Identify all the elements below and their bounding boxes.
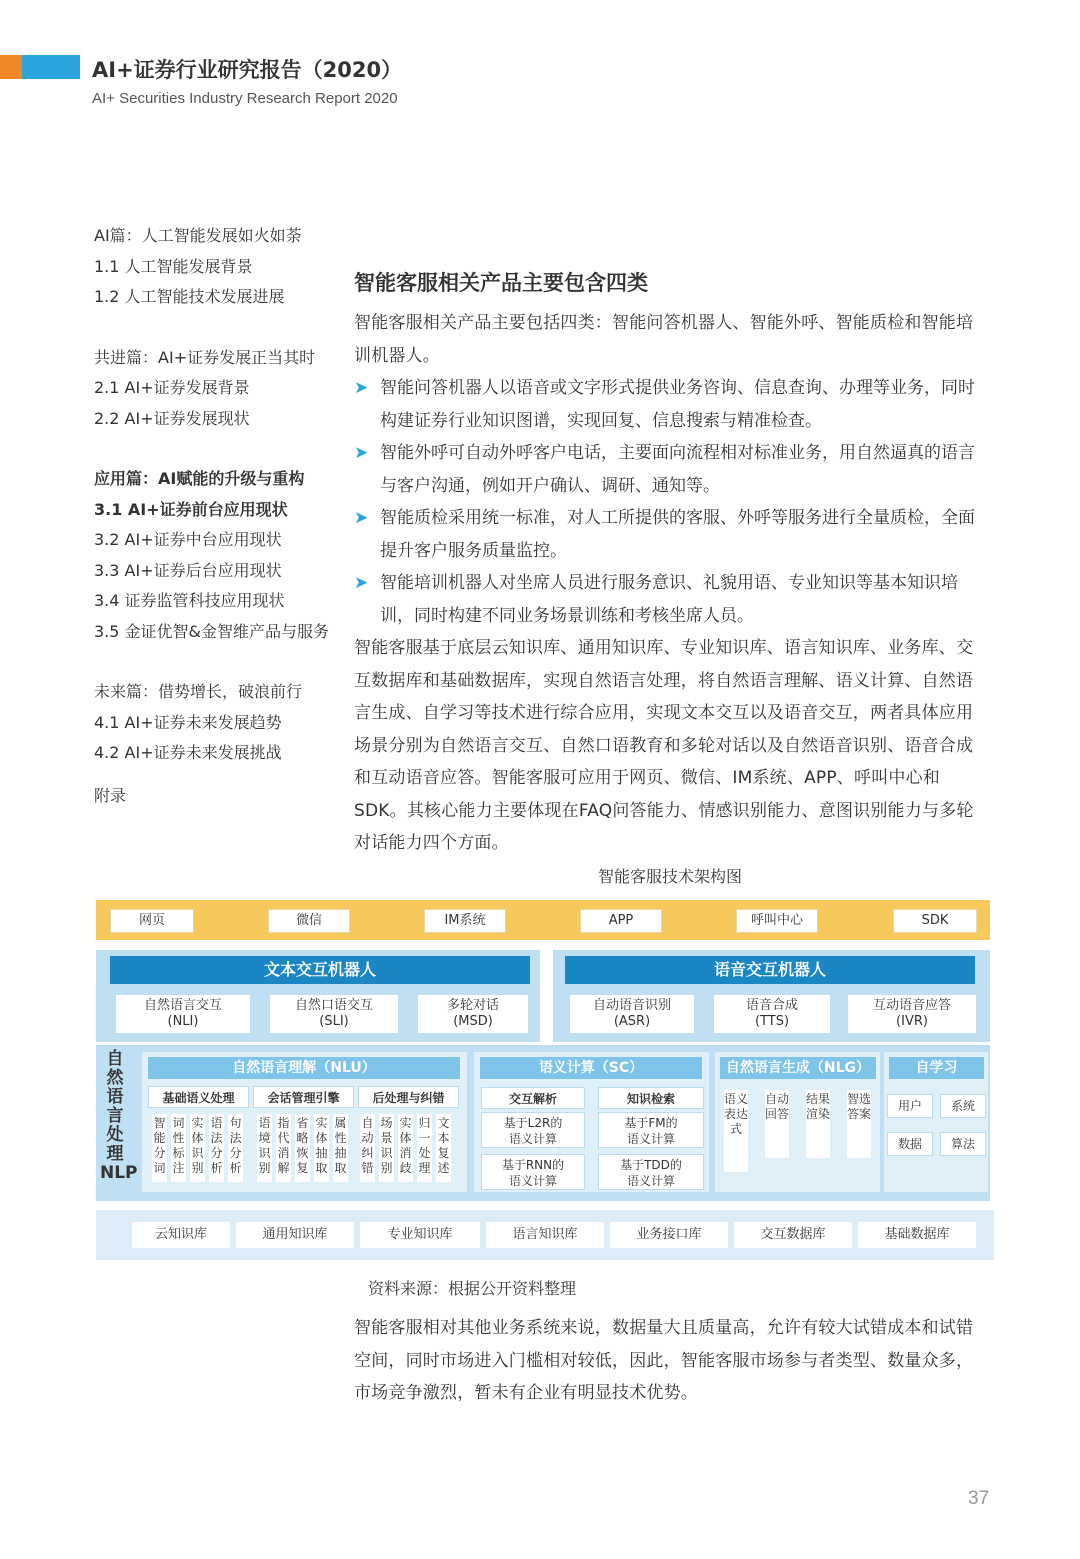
header-accent-blue (22, 55, 80, 79)
page-number: 37 (968, 1488, 990, 1509)
item-abbr: (TTS) (754, 1014, 790, 1029)
item-label: 自动语音识别 (592, 998, 671, 1013)
toc-item[interactable]: 附录 (94, 785, 127, 805)
nlu-subgroup-title: 会话管理引擎 (253, 1086, 354, 1108)
arrow-bullet-icon: ➤ (354, 573, 369, 593)
table-of-contents (94, 225, 349, 815)
nlu-cell: 属性抽取 (333, 1114, 348, 1182)
item-label: 互动语音应答 (872, 998, 951, 1013)
nlu-cell: 实体抽取 (314, 1114, 329, 1182)
bullet-item (354, 567, 989, 632)
toc-spacer (94, 438, 349, 468)
item-line: 基于RNN的 (501, 1158, 565, 1172)
channel-item: SDK (893, 909, 977, 933)
item-line: 基于FM的 (624, 1116, 678, 1130)
knowledge-base-item: 语言知识库 (486, 1222, 604, 1248)
figure-caption: 智能客服技术架构图 (598, 867, 743, 886)
channel-item: APP (580, 909, 662, 933)
nlu-cell: 语境识别 (257, 1114, 272, 1182)
sc-subgroup-title: 交互解析 (481, 1087, 585, 1109)
nlg-cell: 结果渲染 (806, 1090, 830, 1158)
item-abbr: (IVR) (896, 1014, 928, 1029)
nlp-vertical-label: 自然语言处理NLP (100, 1049, 138, 1183)
arrow-bullet-icon: ➤ (354, 508, 369, 528)
sc-item (598, 1112, 704, 1148)
body-paragraph: 智能客服基于底层云知识库、通用知识库、专业知识库、语言知识库、业务库、交互数据库和基础数据库，实现自然语言处理，将自然语言理解、语义计算、自然语言生成、自学习等技术进行综合应用，实现文本交互以及语音交互，两者具体应用场景分别为自然语言交互、自然口语教育和多轮对话以及自然语音识别、语音合成和互动语音应答。智能客服可应用于网页、微信、IM系统、APP、呼叫中心和SDK。其核心能力主要体现在FAQ问答能力、情感识别能力、意图识别能力与多轮对话能力四个方面。 (354, 638, 974, 853)
self-learning-item: 用户 (887, 1094, 933, 1118)
nlu-cell: 词性标注 (171, 1114, 186, 1182)
bullet-text: 智能培训机器人对坐席人员进行服务意识、礼貌用语、专业知识等基本知识培训，同时构建不同业务场景训练和考核坐席人员。 (380, 573, 958, 626)
self-learning-title: 自学习 (889, 1057, 984, 1079)
report-subtitle: AI+ Securities Industry Research Report 2020 (92, 90, 398, 107)
text-robot-item (418, 995, 528, 1033)
nlu-cell: 实体消歧 (398, 1114, 413, 1182)
toc-spacer (94, 317, 349, 347)
nlu-cell: 自动纠错 (360, 1114, 375, 1182)
item-line: 语义计算 (626, 1174, 675, 1188)
item-abbr: (MSD) (453, 1014, 493, 1029)
item-abbr: (SLI) (319, 1014, 349, 1029)
voice-robot-item (848, 995, 976, 1033)
voice-robot-title: 语音交互机器人 (565, 956, 975, 984)
item-label: 多轮对话 (446, 998, 499, 1013)
knowledge-base-item: 交互数据库 (734, 1222, 852, 1248)
sc-item (598, 1154, 704, 1190)
voice-robot-item (570, 995, 694, 1033)
bullet-item (354, 437, 989, 502)
nlu-cell: 实体识别 (190, 1114, 205, 1182)
text-robot-item (116, 995, 250, 1033)
nlg-cell: 智选答案 (847, 1090, 871, 1158)
knowledge-base-item: 业务接口库 (610, 1222, 728, 1248)
knowledge-base-item: 云知识库 (132, 1222, 230, 1248)
bullet-item (354, 502, 989, 567)
item-abbr: (ASR) (613, 1014, 651, 1029)
toc-item[interactable]: 3.4 证券监管科技应用现状 (94, 591, 285, 610)
nlu-cell: 智能分词 (152, 1114, 167, 1182)
toc-item[interactable]: 1.1 人工智能发展背景 (94, 256, 253, 276)
nlu-cell: 省略恢复 (295, 1114, 310, 1182)
toc-spacer (94, 773, 349, 785)
bullet-text: 智能外呼可自动外呼客户电话，主要面向流程相对标准业务，用自然逼真的语言与客户沟通，例如开户确认、调研、通知等。 (380, 443, 975, 496)
toc-item[interactable]: 3.3 AI+证券后台应用现状 (94, 560, 282, 580)
toc-item[interactable]: 2.1 AI+证券发展背景 (94, 378, 250, 397)
toc-item-active[interactable]: 应用篇：AI赋能的升级与重构 (94, 469, 305, 488)
toc-item[interactable]: 1.2 人工智能技术发展进展 (94, 287, 285, 306)
nlu-cell: 语法分析 (209, 1114, 224, 1182)
arrow-bullet-icon: ➤ (354, 378, 369, 398)
toc-item[interactable]: 3.2 AI+证券中台应用现状 (94, 530, 282, 549)
sc-subgroup-title: 知识检索 (598, 1087, 704, 1109)
knowledge-base-item: 基础数据库 (858, 1222, 976, 1248)
item-line: 语义计算 (508, 1174, 557, 1188)
toc-item[interactable]: 3.5 金证优智&金智维产品与服务 (94, 621, 330, 641)
voice-robot-item (714, 995, 830, 1033)
toc-item[interactable]: 共进篇：AI+证券发展正当其时 (94, 347, 316, 367)
self-learning-item: 算法 (940, 1132, 986, 1156)
toc-spacer (94, 651, 349, 681)
nlu-cell: 场景识别 (379, 1114, 394, 1182)
channel-item: IM系统 (424, 909, 506, 933)
channel-item: 微信 (268, 909, 350, 933)
arrow-bullet-icon: ➤ (354, 443, 369, 463)
item-label: 语音合成 (745, 998, 798, 1013)
header-accent-orange (0, 55, 22, 79)
sc-item (481, 1112, 585, 1148)
knowledge-base-item: 专业知识库 (360, 1222, 480, 1248)
toc-item[interactable]: 4.1 AI+证券未来发展趋势 (94, 712, 282, 732)
nlu-title: 自然语言理解（NLU） (148, 1057, 460, 1079)
toc-item-active[interactable]: 3.1 AI+证券前台应用现状 (94, 499, 288, 519)
section-title: 智能客服相关产品主要包含四类 (354, 271, 648, 295)
nlu-subgroup-title: 后处理与纠错 (358, 1086, 459, 1108)
item-line: 基于TDD的 (620, 1158, 682, 1172)
figure-source: 资料来源：根据公开资料整理 (368, 1279, 577, 1298)
toc-item[interactable]: 未来篇：借势增长，破浪前行 (94, 682, 303, 701)
nlu-cell: 指代消解 (276, 1114, 291, 1182)
nlu-cell: 文本复述 (436, 1114, 451, 1182)
closing-paragraph: 智能客服相对其他业务系统来说，数据量大且质量高，允许有较大试错成本和试错空间，同时市场进入门槛相对较低，因此，智能客服市场参与者类型、数量众多，市场竞争激烈，暂未有企业有明显技术优势。 (354, 1318, 974, 1403)
toc-item[interactable]: AI篇：人工智能发展如火如荼 (94, 226, 302, 245)
channel-item: 网页 (110, 909, 194, 933)
toc-item[interactable]: 4.2 AI+证券未来发展挑战 (94, 743, 282, 762)
toc-item[interactable]: 2.2 AI+证券发展现状 (94, 408, 250, 428)
bullet-text: 智能问答机器人以语音或文字形式提供业务咨询、信息查询、办理等业务，同时构建证券行业知识图谱，实现回复、信息搜索与精准检查。 (380, 378, 975, 431)
item-line: 语义计算 (508, 1132, 557, 1146)
report-title: AI+证券行业研究报告（2020） (92, 58, 403, 82)
nlu-cell: 归一处理 (417, 1114, 432, 1182)
item-label: 自然口语交互 (294, 998, 373, 1013)
self-learning-item: 数据 (887, 1132, 933, 1156)
nlg-title: 自然语言生成（NLG） (720, 1057, 876, 1079)
item-label: 自然语言交互 (143, 998, 222, 1013)
bullet-text: 智能质检采用统一标准，对人工所提供的客服、外呼等服务进行全量质检，全面提升客户服务质量监控。 (380, 508, 975, 561)
item-abbr: (NLI) (167, 1014, 199, 1029)
channel-band (96, 900, 990, 940)
item-line: 语义计算 (626, 1132, 675, 1146)
item-line: 基于L2R的 (503, 1116, 563, 1130)
self-learning-item: 系统 (940, 1094, 986, 1118)
nlg-cell: 自动回答 (765, 1090, 789, 1158)
bullet-item (354, 372, 989, 437)
knowledge-base-item: 通用知识库 (236, 1222, 354, 1248)
nlu-cell: 句法分析 (228, 1114, 243, 1182)
channel-item: 呼叫中心 (736, 909, 818, 933)
nlg-cell: 语义表达式 (724, 1090, 748, 1172)
text-robot-item (270, 995, 398, 1033)
nlu-subgroup-title: 基础语义处理 (148, 1086, 249, 1108)
sc-item (481, 1154, 585, 1190)
intro-paragraph: 智能客服相关产品主要包括四类：智能问答机器人、智能外呼、智能质检和智能培训机器人。 (354, 313, 974, 366)
text-robot-title: 文本交互机器人 (110, 956, 530, 984)
sc-title: 语义计算（SC） (480, 1057, 702, 1079)
